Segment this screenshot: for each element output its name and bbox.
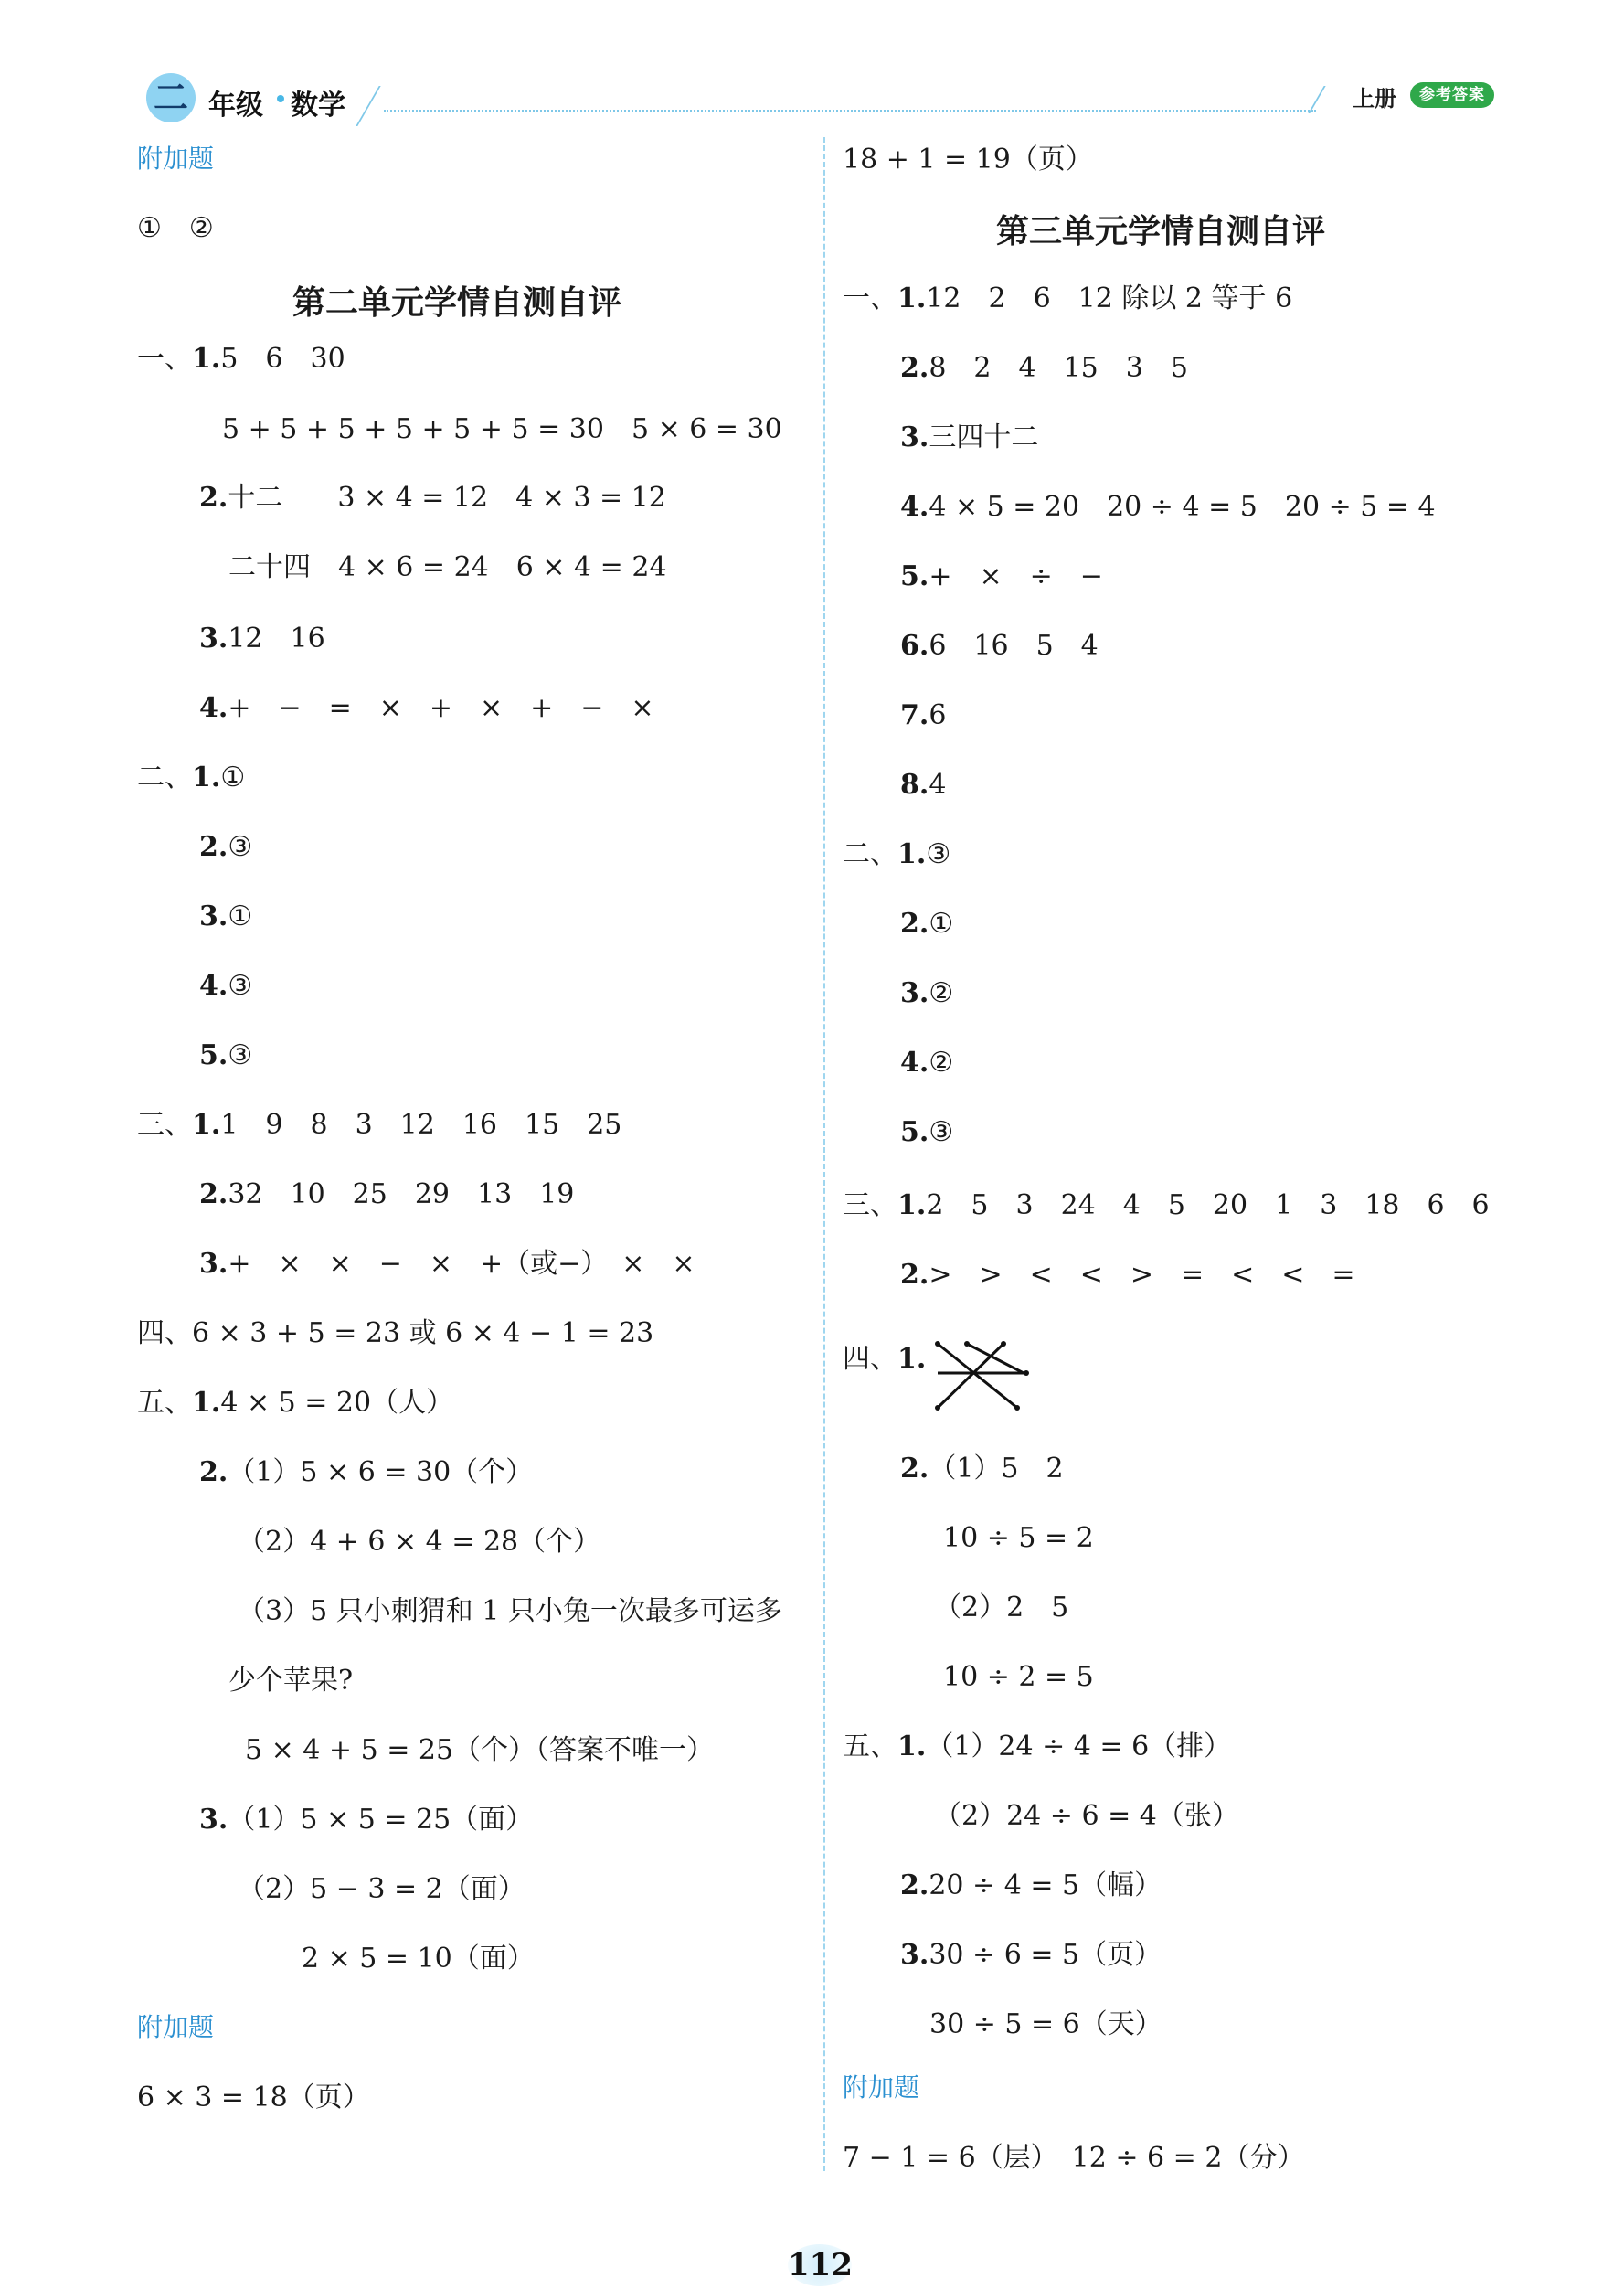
question-number: 3. — [900, 977, 929, 1009]
grade-badge: 二 — [146, 73, 196, 122]
answer-line — [943, 1522, 1094, 1554]
answer-line — [199, 900, 253, 932]
answer-text: 第三单元学情自测自评 — [996, 212, 1326, 250]
question-number: 1. — [897, 1189, 927, 1221]
section-prefix: 二、 — [843, 838, 897, 870]
answer-line — [302, 1945, 535, 1973]
answer-line — [137, 1109, 622, 1141]
answer-line — [137, 1389, 453, 1417]
answer-line — [943, 1661, 1094, 1693]
answer-text: 12 2 6 12 除以 2 等于 6 — [926, 282, 1293, 314]
answer-text: 7 − 1 = 6（层） 12 ÷ 6 = 2（分） — [843, 2142, 1305, 2174]
answer-text: 2 5 3 24 4 5 20 1 3 18 6 6 — [926, 1189, 1490, 1221]
question-number: 7. — [900, 699, 929, 731]
question-number: 1. — [192, 343, 221, 375]
answer-line — [900, 1116, 954, 1148]
section-prefix: 五、 — [843, 1730, 897, 1762]
answer-line — [137, 2012, 215, 2042]
answer-text: ③ — [929, 1116, 954, 1148]
question-number: 8. — [900, 769, 929, 801]
question-number: 3. — [199, 900, 228, 932]
answer-line — [843, 1730, 1232, 1762]
answer-text: 6 × 3 = 18（页） — [137, 2081, 370, 2113]
answer-line — [199, 970, 253, 1002]
answer-line — [900, 977, 954, 1009]
section-prefix: 一、 — [843, 282, 897, 314]
question-number: 5. — [900, 1116, 929, 1148]
answer-text: （2）4 + 6 × 4 = 28（个） — [238, 1526, 601, 1558]
answer-text: ② — [929, 1047, 954, 1079]
answer-line — [199, 1248, 695, 1280]
question-number: 4. — [900, 491, 929, 523]
answer-tag: 参考答案 — [1410, 82, 1494, 108]
answer-line — [238, 1595, 782, 1627]
question-number: 6. — [900, 630, 929, 662]
question-number: 1. — [192, 1387, 221, 1419]
page-header — [137, 73, 1508, 128]
answer-text: 10 ÷ 5 = 2 — [943, 1522, 1094, 1554]
answer-line — [238, 1873, 525, 1905]
answer-line — [137, 1317, 654, 1349]
answer-text: ① ② — [137, 212, 214, 244]
answer-text: 5 6 30 — [220, 343, 345, 375]
question-number: 1. — [192, 1109, 221, 1141]
answer-line — [222, 413, 782, 445]
answer-text: 附加题 — [137, 2012, 215, 2042]
question-number: 3. — [199, 623, 228, 655]
answer-line — [137, 761, 246, 793]
answer-text: 6 — [929, 699, 947, 731]
answer-text: 20 ÷ 4 = 5（幅） — [929, 1869, 1162, 1901]
answer-line — [843, 2142, 1305, 2174]
answer-text: ③ — [228, 1039, 253, 1071]
header-slant-decor-right — [1308, 86, 1325, 113]
answer-text: 4 × 5 = 20（人） — [220, 1387, 454, 1419]
answer-text: （1）5 2 — [929, 1453, 1064, 1485]
section-prefix: 一、 — [137, 343, 192, 375]
answer-text: 18 + 1 = 19（页） — [843, 144, 1093, 176]
answer-text: + × × − × +（或−） × × — [228, 1248, 695, 1280]
answer-text: （2）2 5 — [934, 1592, 1069, 1624]
answer-line — [199, 1178, 575, 1210]
answer-line — [137, 2081, 370, 2113]
answer-text: 三四十二 — [929, 421, 1039, 453]
question-number: 2. — [900, 908, 929, 940]
answer-line — [996, 212, 1326, 250]
answer-text: 2 × 5 = 10（面） — [302, 1943, 535, 1975]
section-prefix: 三、 — [137, 1109, 192, 1141]
matching-lines-diagram — [930, 1336, 1031, 1415]
answer-line — [199, 625, 325, 653]
answer-text: 8 2 4 15 3 5 — [929, 352, 1188, 384]
answer-line — [228, 551, 667, 583]
question-number: 1. — [897, 1343, 927, 1375]
answer-line — [900, 1455, 1064, 1483]
answer-text: 第二单元学情自测自评 — [292, 283, 622, 322]
answer-text: （3）5 只小刺猬和 1 只小兔一次最多可运多 — [238, 1595, 782, 1627]
answer-text: 4 × 5 = 20 20 ÷ 4 = 5 20 ÷ 5 = 4 — [929, 491, 1436, 523]
answer-line — [843, 1189, 1490, 1221]
question-number: 2. — [900, 1259, 929, 1291]
answer-text: 6 16 5 4 — [929, 630, 1099, 662]
answer-line — [137, 343, 345, 375]
header-dot-icon — [277, 95, 284, 102]
question-number: 1. — [897, 838, 927, 870]
answer-text: > > < < > = < < = — [929, 1259, 1355, 1291]
answer-line — [137, 146, 214, 172]
question-number: 3. — [900, 421, 929, 453]
answer-text: 附加题 — [137, 144, 215, 174]
answer-text: 1 9 8 3 12 16 15 25 — [220, 1109, 622, 1141]
question-number: 2. — [199, 1178, 228, 1210]
question-number: 4. — [900, 1047, 929, 1079]
header-dotted-line — [384, 110, 1316, 112]
question-number: 1. — [192, 761, 221, 793]
answer-line — [900, 769, 947, 801]
answer-text: 30 ÷ 6 = 5（页） — [929, 1939, 1162, 1971]
header-slant-decor — [356, 86, 380, 126]
answer-text: + × ÷ − — [929, 560, 1103, 592]
question-number: 3. — [900, 1939, 929, 1971]
answer-line — [199, 1039, 253, 1071]
answer-line — [900, 1259, 1355, 1291]
grade-label: 年级 — [208, 90, 263, 122]
answer-line — [929, 2008, 1162, 2040]
answer-line — [199, 484, 666, 512]
answer-text: ③ — [926, 838, 951, 870]
section-prefix: 四、 — [843, 1343, 897, 1375]
answer-line — [843, 1343, 927, 1375]
answer-line — [245, 1734, 715, 1766]
answer-line — [900, 560, 1103, 592]
answer-line — [199, 1806, 533, 1834]
section-prefix: 二、 — [137, 761, 192, 793]
question-number: 2. — [199, 482, 228, 514]
answer-text: ① — [220, 761, 246, 793]
answer-line — [934, 1594, 1068, 1622]
answer-text: 30 ÷ 5 = 6（天） — [929, 2008, 1162, 2040]
answer-text: 十二 3 × 4 = 12 4 × 3 = 12 — [228, 482, 666, 514]
question-number: 5. — [900, 560, 929, 592]
answer-line — [137, 212, 214, 244]
answer-line — [843, 146, 1093, 174]
answer-line — [292, 283, 622, 322]
answer-line — [900, 1049, 953, 1077]
answer-line — [843, 838, 951, 870]
answer-text: 5 + 5 + 5 + 5 + 5 + 5 = 30 5 × 6 = 30 — [222, 413, 782, 445]
question-number: 4. — [199, 692, 228, 724]
answer-line — [843, 2072, 920, 2103]
answer-line — [843, 282, 1293, 314]
question-number: 2. — [900, 1869, 929, 1901]
answer-text: 5 × 4 + 5 = 25（个）（答案不唯一） — [245, 1734, 715, 1766]
answer-text: （1）5 × 5 = 25（面） — [228, 1804, 534, 1836]
answer-text: 4 — [929, 769, 947, 801]
question-number: 2. — [900, 1453, 929, 1485]
subject-label: 数学 — [291, 90, 345, 122]
answer-line — [228, 1667, 353, 1695]
answer-text: （2）24 ÷ 6 = 4（张） — [934, 1800, 1239, 1832]
answer-line — [199, 1456, 534, 1488]
answer-line — [900, 1939, 1162, 1971]
answer-line — [900, 421, 1039, 453]
section-prefix: 三、 — [843, 1189, 897, 1221]
section-prefix: 五、 — [137, 1387, 192, 1419]
answer-text: ③ — [228, 831, 253, 863]
question-number: 2. — [900, 352, 929, 384]
answer-text: + − = × + × + − × — [228, 692, 654, 724]
question-number: 1. — [897, 282, 927, 314]
answer-text: （1）24 ÷ 4 = 6（排） — [926, 1730, 1232, 1762]
question-number: 2. — [199, 1456, 228, 1488]
answer-text: （2）5 − 3 = 2（面） — [238, 1873, 525, 1905]
answer-text: （1）5 × 6 = 30（个） — [228, 1456, 534, 1488]
question-number: 5. — [199, 1039, 228, 1071]
answer-line — [900, 491, 1436, 523]
answer-line — [900, 699, 947, 731]
answer-line — [900, 1869, 1162, 1901]
question-number: 2. — [199, 831, 228, 863]
answer-text: 10 ÷ 2 = 5 — [943, 1661, 1094, 1693]
answer-line — [238, 1528, 600, 1556]
answer-line — [900, 352, 1188, 384]
answer-text: ① — [929, 908, 954, 940]
question-number: 1. — [897, 1730, 927, 1762]
answer-line — [900, 630, 1099, 662]
column-divider — [823, 137, 825, 2171]
answer-text: ② — [929, 977, 954, 1009]
answer-text: 四、6 × 3 + 5 = 23 或 6 × 4 − 1 = 23 — [137, 1317, 654, 1349]
answer-text: ① — [228, 900, 253, 932]
answer-text: 32 10 25 29 13 19 — [228, 1178, 575, 1210]
volume-label: 上册 — [1353, 86, 1396, 112]
answer-text: 少个苹果? — [228, 1665, 354, 1697]
page-number: 112 — [788, 2244, 852, 2286]
answer-text: 12 16 — [228, 623, 325, 655]
question-number: 3. — [199, 1804, 228, 1836]
question-number: 3. — [199, 1248, 228, 1280]
answer-line — [934, 1800, 1239, 1832]
question-number: 4. — [199, 970, 228, 1002]
answer-line — [900, 910, 953, 938]
answer-text: 二十四 4 × 6 = 24 6 × 4 = 24 — [228, 551, 667, 583]
answer-text: ③ — [228, 970, 253, 1002]
answer-line — [199, 831, 253, 863]
answer-line — [199, 692, 654, 724]
answer-text: 附加题 — [843, 2072, 920, 2103]
